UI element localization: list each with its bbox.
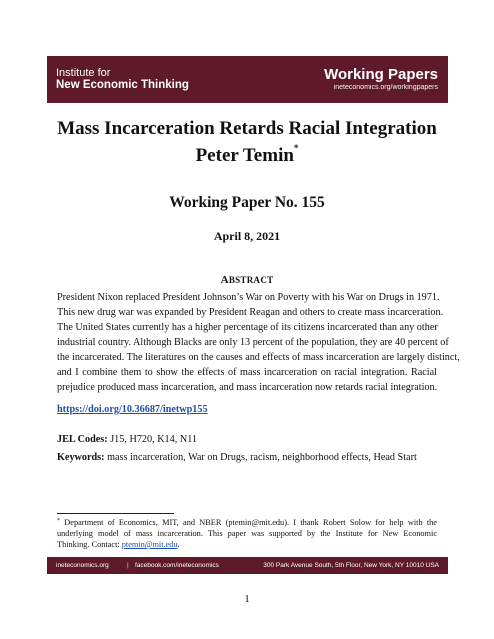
abstract-heading-rest: BSTRACT <box>228 275 274 285</box>
footnote-line: underlying model of mass incarceration. This paper was supported by the Institute for New Economic <box>57 529 437 538</box>
abstract-heading-initial: A <box>220 274 229 286</box>
paper-date: April 8, 2021 <box>213 229 281 243</box>
abstract-line: industrial country. Although Blacks are only 13 percent of the population, they are 40 percent of <box>57 337 449 348</box>
footnote-divider <box>57 513 174 514</box>
abstract-line: President Nixon replaced President Johnson’s War on Poverty with his War on Drugs in 1971. <box>57 292 440 303</box>
footnote-contact-suffix: . <box>177 540 180 549</box>
footnote-email-link[interactable]: ptemin@mit.edu <box>121 540 178 549</box>
footer-separator: | <box>127 562 129 569</box>
keywords <box>57 452 417 463</box>
abstract-line: The United States currently has a higher percentage of its citizens incarcerated than any other <box>57 322 438 333</box>
author-name: Peter Temin <box>195 145 294 166</box>
abstract-line: the incarcerated. The literatures on the causes and effects of mass incarceration are largely distinct, <box>57 352 460 363</box>
page-number: 1 <box>244 593 250 605</box>
series-title: Working Papers <box>324 66 438 83</box>
footer-site: ineteconomics.org <box>56 562 109 569</box>
footnote-line <box>57 518 437 527</box>
abstract-line: This new drug war was expanded by President Reagan and others to create mass incarceration. <box>57 307 444 318</box>
paper-title: Mass Incarceration Retards Racial Integration <box>57 118 437 139</box>
author <box>0 145 494 167</box>
abstract-line: prejudice produced mass incarceration, and mass incarceration now retards racial integration. <box>57 382 438 393</box>
doi-link[interactable]: https://doi.org/10.36687/inetwp155 <box>57 404 208 415</box>
abstract-line: and I combine them to show the effects of mass incarceration on racial integration. Racial <box>57 367 437 378</box>
institute-name-line1: Institute for <box>56 67 111 79</box>
footnote-contact-prefix: Thinking. Contact: <box>57 540 122 549</box>
footnote-mark: * <box>57 518 60 524</box>
abstract-heading <box>0 274 494 286</box>
author-footnote-mark: * <box>293 143 299 153</box>
footnote-text: Department of Economics, MIT, and NBER (ptemin@mit.edu). I thank Robert Solow for help with the <box>60 518 437 527</box>
keywords-value: mass incarceration, War on Drugs, racism, neighborhood effects, Head Start <box>104 452 417 463</box>
jel-codes <box>57 434 197 445</box>
footer-address: 300 Park Avenue South, 5th Floor, New York, NY 10010 USA <box>263 562 439 569</box>
footnote-line <box>57 540 437 549</box>
footer-banner <box>47 557 448 574</box>
series-url: ineteconomics.org/workingpapers <box>333 84 438 91</box>
keywords-label: Keywords: <box>57 452 105 463</box>
jel-label: JEL Codes: <box>57 434 108 445</box>
footer-facebook: facebook.com/ineteconomics <box>135 562 219 569</box>
institute-name-line2: New Economic Thinking <box>56 79 189 91</box>
jel-value: J15, H720, K14, N11 <box>107 434 198 445</box>
working-paper-number: Working Paper No. 155 <box>169 194 325 211</box>
header-banner <box>47 56 448 103</box>
